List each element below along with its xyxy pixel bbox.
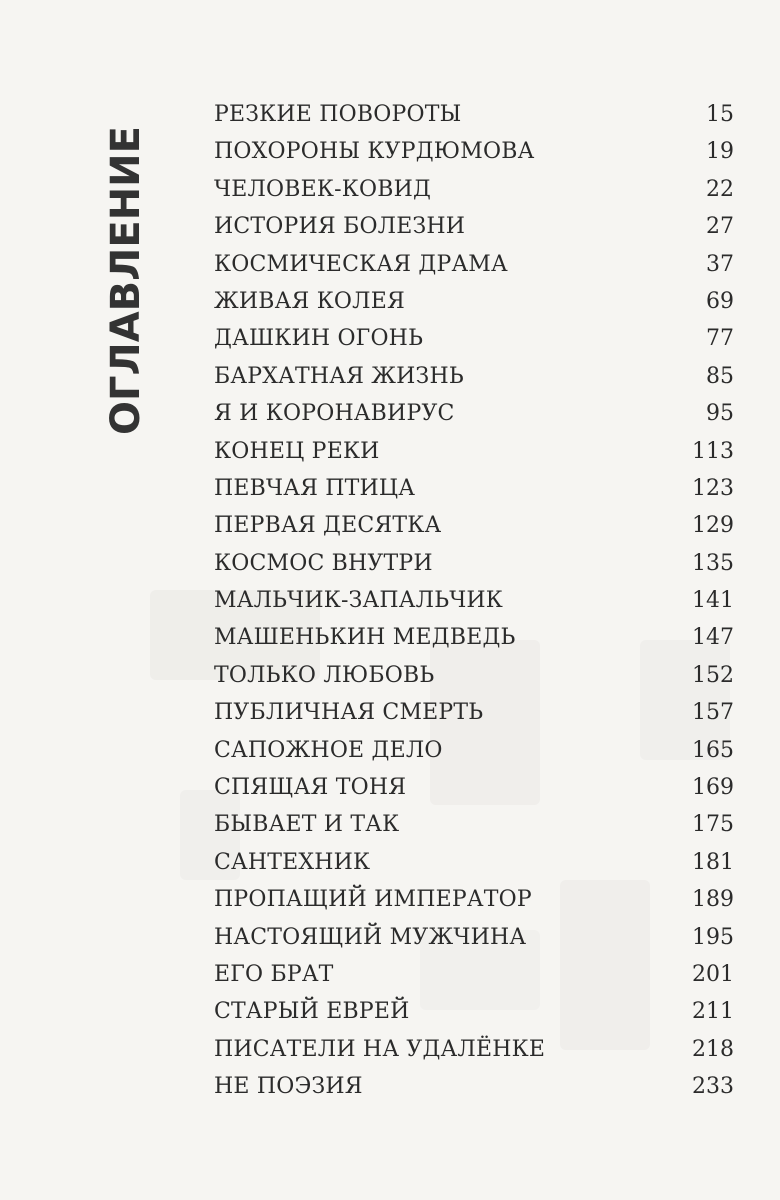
toc-entry-title: ПЕРВАЯ ДЕСЯТКА bbox=[214, 513, 442, 539]
toc-entry bbox=[214, 246, 734, 283]
toc-entry-title: ПУБЛИЧНАЯ СМЕРТЬ bbox=[214, 700, 484, 726]
toc-entry bbox=[214, 881, 734, 918]
toc-entry bbox=[214, 993, 734, 1030]
toc-entry-title: СПЯЩАЯ ТОНЯ bbox=[214, 775, 407, 801]
toc-entry bbox=[214, 694, 734, 731]
toc-entry bbox=[214, 283, 734, 320]
toc-entry-page: 37 bbox=[706, 251, 734, 277]
toc-entry-page: 19 bbox=[706, 139, 734, 165]
toc-entry-title: САПОЖНОЕ ДЕЛО bbox=[214, 737, 443, 763]
toc-entry-title: БЫВАЕТ И ТАК bbox=[214, 812, 400, 838]
toc-entry-page: 141 bbox=[692, 588, 734, 614]
toc-entry bbox=[214, 806, 734, 843]
toc-entry-title: ТОЛЬКО ЛЮБОВЬ bbox=[214, 662, 435, 688]
toc-entry bbox=[214, 1031, 734, 1068]
toc-entry-title: ЕГО БРАТ bbox=[214, 961, 334, 987]
toc-entry-title: САНТЕХНИК bbox=[214, 849, 371, 875]
toc-entry bbox=[214, 171, 734, 208]
toc-entry-title: БАРХАТНАЯ ЖИЗНЬ bbox=[214, 363, 464, 389]
toc-entry-page: 15 bbox=[706, 102, 734, 127]
toc-entry bbox=[214, 96, 734, 133]
toc-entry-page: 22 bbox=[706, 176, 734, 202]
toc-entry-page: 181 bbox=[692, 849, 734, 875]
toc-entry bbox=[214, 619, 734, 656]
toc-entry-title: ДАШКИН ОГОНЬ bbox=[214, 326, 424, 352]
toc-entry-title: ЧЕЛОВЕК-КОВИД bbox=[214, 176, 432, 202]
toc-entry-title: ПИСАТЕЛИ НА УДАЛЁНКЕ bbox=[214, 1036, 546, 1062]
toc-entry-title: КОСМИЧЕСКАЯ ДРАМА bbox=[214, 251, 508, 277]
toc-entry-page: 201 bbox=[692, 961, 734, 987]
toc-entry-page: 123 bbox=[692, 475, 734, 501]
toc-entry-page: 175 bbox=[692, 812, 734, 838]
toc-entry-page: 69 bbox=[706, 288, 734, 314]
toc-entry-title: ПРОПАЩИЙ ИМПЕРАТОР bbox=[214, 887, 532, 913]
toc-entry-title: НЕ ПОЭЗИЯ bbox=[214, 1074, 363, 1100]
toc-entry-page: 157 bbox=[692, 700, 734, 726]
toc-entry bbox=[214, 844, 734, 881]
toc-entry bbox=[214, 470, 734, 507]
toc-entry bbox=[214, 919, 734, 956]
toc-entry-title: ПОХОРОНЫ КУРДЮМОВА bbox=[214, 139, 535, 165]
toc-entry-page: 147 bbox=[692, 625, 734, 651]
toc-entry bbox=[214, 507, 734, 544]
toc-entry-page: 77 bbox=[706, 326, 734, 352]
toc-entry-page: 113 bbox=[692, 438, 734, 464]
toc-entry bbox=[214, 657, 734, 694]
toc-entry-page: 195 bbox=[692, 924, 734, 950]
toc-entry-page: 189 bbox=[692, 887, 734, 913]
toc-entry-page: 135 bbox=[692, 550, 734, 576]
toc-entry bbox=[214, 133, 734, 170]
toc-entry bbox=[214, 320, 734, 357]
toc-entry bbox=[214, 358, 734, 395]
toc-entry-title: ИСТОРИЯ БОЛЕЗНИ bbox=[214, 214, 466, 240]
toc-entry-page: 218 bbox=[692, 1036, 734, 1062]
toc-entry bbox=[214, 208, 734, 245]
toc-entry-title: КОНЕЦ РЕКИ bbox=[214, 438, 380, 464]
toc-entry-page: 95 bbox=[706, 401, 734, 427]
toc-entry bbox=[214, 732, 734, 769]
toc-entry-page: 165 bbox=[692, 737, 734, 763]
toc-entry-title: КОСМОС ВНУТРИ bbox=[214, 550, 433, 576]
toc-entry-title: СТАРЫЙ ЕВРЕЙ bbox=[214, 999, 410, 1025]
toc-entry bbox=[214, 545, 734, 582]
toc-entry-page: 27 bbox=[706, 214, 734, 240]
toc-entry-page: 85 bbox=[706, 363, 734, 389]
toc-entry bbox=[214, 769, 734, 806]
table-of-contents bbox=[214, 96, 734, 1106]
toc-entry bbox=[214, 582, 734, 619]
toc-entry bbox=[214, 1068, 734, 1105]
toc-entry-page: 233 bbox=[692, 1074, 734, 1100]
toc-entry-title: РЕЗКИЕ ПОВОРОТЫ bbox=[214, 102, 462, 127]
toc-entry-title: ЖИВАЯ КОЛЕЯ bbox=[214, 288, 405, 314]
toc-entry bbox=[214, 956, 734, 993]
toc-entry-page: 152 bbox=[692, 662, 734, 688]
toc-entry-page: 169 bbox=[692, 775, 734, 801]
toc-entry-title: НАСТОЯЩИЙ МУЖЧИНА bbox=[214, 924, 527, 950]
toc-entry-title: Я И КОРОНАВИРУС bbox=[214, 401, 455, 427]
toc-entry-page: 129 bbox=[692, 513, 734, 539]
toc-entry-title: МАШЕНЬКИН МЕДВЕДЬ bbox=[214, 625, 516, 651]
toc-entry bbox=[214, 395, 734, 432]
toc-entry bbox=[214, 433, 734, 470]
toc-entry-title: МАЛЬЧИК-ЗАПАЛЬЧИК bbox=[214, 588, 504, 614]
page-title: ОГЛАВЛЕНИЕ bbox=[103, 126, 149, 435]
toc-entry-page: 211 bbox=[692, 999, 734, 1025]
toc-entry-title: ПЕВЧАЯ ПТИЦА bbox=[214, 475, 416, 501]
